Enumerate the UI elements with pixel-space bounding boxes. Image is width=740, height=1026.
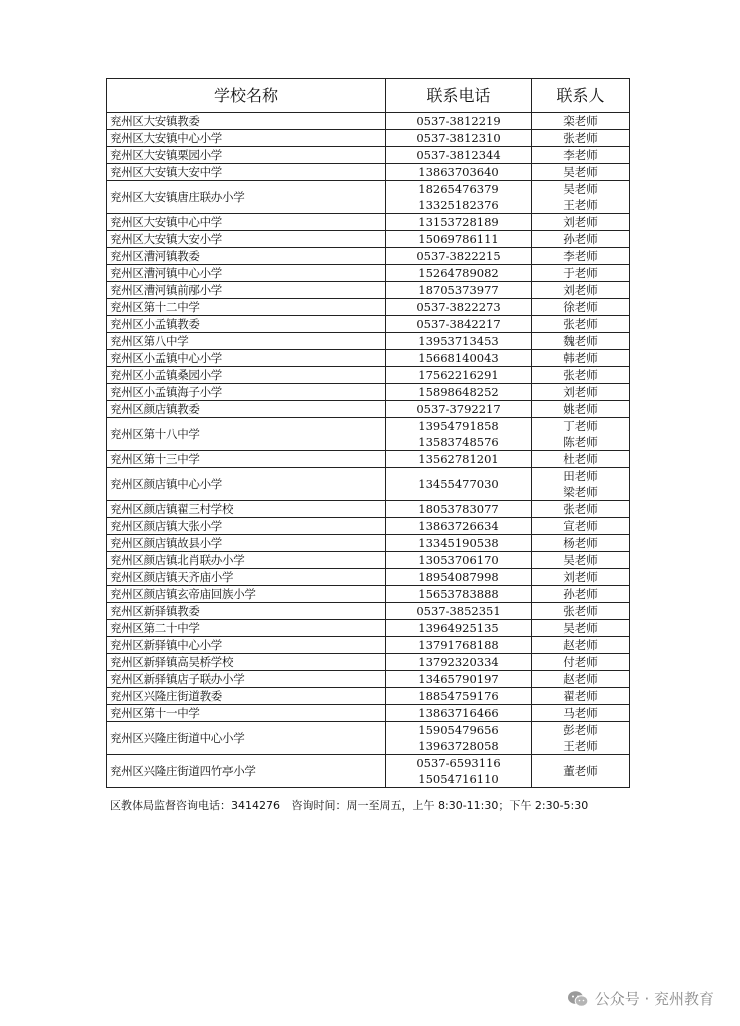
phone-number: 13562781201 [418,452,499,466]
phone-number: 13791768188 [418,638,499,652]
phone-number: 18705373977 [418,283,499,297]
school-name-cell: 兖州区兴隆庄街道中心小学 [107,722,386,755]
table-row [107,688,630,705]
table-row [107,299,630,316]
phone-cell [386,654,532,671]
phone-number: 0537-3852351 [416,604,501,618]
contact-person: 董老师 [563,764,598,778]
contact-cell [532,248,630,265]
phone-number: 15668140043 [418,351,499,365]
contact-cell [532,501,630,518]
contact-person: 韩老师 [563,351,598,365]
contact-person: 宣老师 [563,519,598,533]
school-name-cell: 兖州区小孟镇海子小学 [107,384,386,401]
contact-person: 张老师 [563,317,598,331]
phone-number: 0537-3822273 [416,300,501,314]
school-name-cell: 兖州区颜店镇故县小学 [107,535,386,552]
contact-cell [532,265,630,282]
phone-cell [386,671,532,688]
contact-person: 刘老师 [563,283,598,297]
contact-person: 栾老师 [563,114,598,128]
phone-number: 13953713453 [418,334,499,348]
phone-number: 0537-3842217 [416,317,501,331]
contact-cell [532,552,630,569]
contact-cell [532,113,630,130]
contact-cell [532,130,630,147]
school-name-cell: 兖州区小孟镇桑园小学 [107,367,386,384]
contact-cell [532,654,630,671]
contact-person: 姚老师 [563,402,598,416]
table-row [107,552,630,569]
footer-hotline: 区教体局监督咨询电话：3414276 [110,799,280,812]
table-row [107,722,630,755]
phone-cell [386,586,532,603]
header-phone: 联系电话 [386,79,532,113]
school-name-cell: 兖州区大安镇中心中学 [107,214,386,231]
table-row [107,231,630,248]
phone-number: 15905479656 [418,723,499,737]
contacts-table [106,78,630,788]
contact-person: 陈老师 [563,435,598,449]
contact-person: 田老师 [563,469,598,483]
phone-number: 13954791858 [418,419,499,433]
contact-person: 张老师 [563,368,598,382]
phone-number: 13465790197 [418,672,499,686]
header-contact: 联系人 [532,79,630,113]
table-header-row [107,79,630,113]
table-row [107,214,630,231]
contact-cell [532,705,630,722]
phone-cell [386,401,532,418]
contact-cell [532,164,630,181]
table-row [107,350,630,367]
school-name-cell: 兖州区大安镇唐庄联办小学 [107,181,386,214]
contact-person: 翟老师 [563,689,598,703]
contact-person: 王老师 [563,739,598,753]
phone-number: 15264789082 [418,266,499,280]
school-name-cell: 兖州区颜店镇教委 [107,401,386,418]
table-row [107,654,630,671]
contact-cell [532,350,630,367]
school-name-cell: 兖州区颜店镇北肖联办小学 [107,552,386,569]
table-row [107,164,630,181]
phone-cell [386,552,532,569]
contact-person: 赵老师 [563,672,598,686]
phone-number: 13153728189 [418,215,499,229]
school-name-cell: 兖州区兴隆庄街道四竹亭小学 [107,755,386,788]
school-name-cell: 兖州区大安镇中心小学 [107,130,386,147]
phone-number: 18854759176 [418,689,499,703]
contact-cell [532,637,630,654]
contact-cell [532,586,630,603]
phone-cell [386,367,532,384]
contact-person: 李老师 [563,249,598,263]
table-row [107,705,630,722]
phone-cell [386,722,532,755]
contact-cell [532,688,630,705]
contact-cell [532,147,630,164]
table-row [107,401,630,418]
contact-person: 吴老师 [563,165,598,179]
contact-person: 徐老师 [563,300,598,314]
table-row [107,265,630,282]
contact-person: 吴老师 [563,621,598,635]
table-row [107,603,630,620]
phone-cell [386,468,532,501]
contact-cell [532,231,630,248]
table-row [107,367,630,384]
school-name-cell: 兖州区颜店镇中心小学 [107,468,386,501]
phone-cell [386,248,532,265]
phone-number: 13345190538 [418,536,499,550]
phone-cell [386,214,532,231]
contact-cell [532,181,630,214]
footer-hours: 咨询时间：周一至周五，上午 8:30-11:30；下午 2:30-5:30 [291,799,589,812]
contact-person: 赵老师 [563,638,598,652]
phone-number: 0537-3812344 [416,148,501,162]
school-name-cell: 兖州区大安镇栗园小学 [107,147,386,164]
contact-cell [532,603,630,620]
phone-cell [386,451,532,468]
contact-person: 杨老师 [563,536,598,550]
phone-number: 13455477030 [418,477,499,491]
table-row [107,569,630,586]
phone-cell [386,418,532,451]
table-body [107,113,630,788]
school-name-cell: 兖州区漕河镇中心小学 [107,265,386,282]
contact-person: 张老师 [563,131,598,145]
contact-person: 杜老师 [563,452,598,466]
school-name-cell: 兖州区小孟镇教委 [107,316,386,333]
table-row [107,384,630,401]
phone-cell [386,181,532,214]
phone-number: 15898648252 [418,385,499,399]
contact-person: 梁老师 [563,485,598,499]
table-row [107,637,630,654]
table-row [107,130,630,147]
contact-cell [532,620,630,637]
phone-cell [386,265,532,282]
contact-person: 刘老师 [563,215,598,229]
table-row [107,451,630,468]
contact-person: 孙老师 [563,587,598,601]
contact-person: 付老师 [563,655,598,669]
phone-cell [386,620,532,637]
phone-cell [386,705,532,722]
contact-cell [532,367,630,384]
contact-person: 马老师 [563,706,598,720]
phone-cell [386,384,532,401]
phone-cell [386,603,532,620]
contact-cell [532,755,630,788]
contact-cell [532,468,630,501]
table-row [107,518,630,535]
school-name-cell: 兖州区第十三中学 [107,451,386,468]
phone-number: 13963728058 [418,739,499,753]
table-row [107,333,630,350]
phone-cell [386,501,532,518]
phone-cell [386,569,532,586]
phone-number: 15653783888 [418,587,499,601]
contact-cell [532,451,630,468]
phone-cell [386,637,532,654]
phone-cell [386,518,532,535]
contact-person: 王老师 [563,198,598,212]
phone-number: 0537-6593116 [416,756,501,770]
table-row [107,671,630,688]
contact-cell [532,401,630,418]
phone-number: 13325182376 [418,198,499,212]
contact-person: 魏老师 [563,334,598,348]
phone-cell [386,316,532,333]
contact-cell [532,518,630,535]
phone-number: 15054716110 [418,772,499,786]
contact-person: 孙老师 [563,232,598,246]
school-name-cell: 兖州区第八中学 [107,333,386,350]
phone-number: 0537-3812219 [416,114,501,128]
school-name-cell: 兖州区新驿镇中心小学 [107,637,386,654]
phone-cell [386,535,532,552]
school-name-cell: 兖州区大安镇大安中学 [107,164,386,181]
school-name-cell: 兖州区第十八中学 [107,418,386,451]
table-row [107,282,630,299]
school-name-cell: 兖州区漕河镇前邴小学 [107,282,386,299]
contact-cell [532,569,630,586]
phone-cell [386,113,532,130]
contact-cell [532,316,630,333]
phone-cell [386,231,532,248]
phone-number: 13583748576 [418,435,499,449]
contact-person: 吴老师 [563,182,598,196]
school-name-cell: 兖州区颜店镇天齐庙小学 [107,569,386,586]
phone-cell [386,299,532,316]
school-name-cell: 兖州区漕河镇教委 [107,248,386,265]
contact-person: 刘老师 [563,570,598,584]
contact-cell [532,418,630,451]
phone-number: 0537-3812310 [416,131,501,145]
phone-number: 13053706170 [418,553,499,567]
table-row [107,755,630,788]
phone-cell [386,282,532,299]
school-name-cell: 兖州区新驿镇店子联办小学 [107,671,386,688]
school-name-cell: 兖州区颜店镇大张小学 [107,518,386,535]
table-row [107,181,630,214]
table-row [107,468,630,501]
table-row [107,535,630,552]
phone-number: 17562216291 [418,368,499,382]
school-name-cell: 兖州区第十二中学 [107,299,386,316]
table-row [107,113,630,130]
school-name-cell: 兖州区大安镇大安小学 [107,231,386,248]
footer-note [110,797,670,813]
watermark-text: 公众号 · 兖州教育 [594,990,714,1008]
watermark [567,988,714,1009]
school-name-cell: 兖州区小孟镇中心小学 [107,350,386,367]
contact-cell [532,671,630,688]
phone-cell [386,350,532,367]
school-name-cell: 兖州区第十一中学 [107,705,386,722]
school-name-cell: 兖州区兴隆庄街道教委 [107,688,386,705]
contact-cell [532,299,630,316]
phone-cell [386,147,532,164]
table-row [107,586,630,603]
contact-cell [532,282,630,299]
contact-cell [532,333,630,350]
phone-number: 13792320334 [418,655,499,669]
school-name-cell: 兖州区颜店镇翟三村学校 [107,501,386,518]
phone-number: 13964925135 [418,621,499,635]
contact-person: 刘老师 [563,385,598,399]
school-name-cell: 兖州区第二十中学 [107,620,386,637]
contact-person: 张老师 [563,502,598,516]
contact-person: 李老师 [563,148,598,162]
contact-person: 于老师 [563,266,598,280]
wechat-icon [567,990,589,1008]
phone-number: 18954087998 [418,570,499,584]
phone-number: 18265476379 [418,182,499,196]
table-row [107,248,630,265]
table-row [107,147,630,164]
contact-person: 彭老师 [563,723,598,737]
phone-cell [386,164,532,181]
phone-number: 13863716466 [418,706,499,720]
table-row [107,418,630,451]
school-name-cell: 兖州区大安镇教委 [107,113,386,130]
contact-person: 张老师 [563,604,598,618]
phone-cell [386,755,532,788]
phone-cell [386,333,532,350]
school-name-cell: 兖州区新驿镇高吴桥学校 [107,654,386,671]
phone-number: 18053783077 [418,502,499,516]
school-name-cell: 兖州区新驿镇教委 [107,603,386,620]
contact-person: 吴老师 [563,553,598,567]
phone-number: 13863703640 [418,165,499,179]
contact-cell [532,722,630,755]
phone-number: 15069786111 [418,232,499,246]
phone-number: 0537-3822215 [416,249,501,263]
table-row [107,501,630,518]
phone-number: 13863726634 [418,519,499,533]
table-row [107,620,630,637]
contact-cell [532,214,630,231]
phone-cell [386,688,532,705]
header-school: 学校名称 [107,79,386,113]
contact-cell [532,384,630,401]
contact-cell [532,535,630,552]
school-name-cell: 兖州区颜店镇玄帝庙回族小学 [107,586,386,603]
phone-cell [386,130,532,147]
table-row [107,316,630,333]
contact-person: 丁老师 [563,419,598,433]
phone-number: 0537-3792217 [416,402,501,416]
